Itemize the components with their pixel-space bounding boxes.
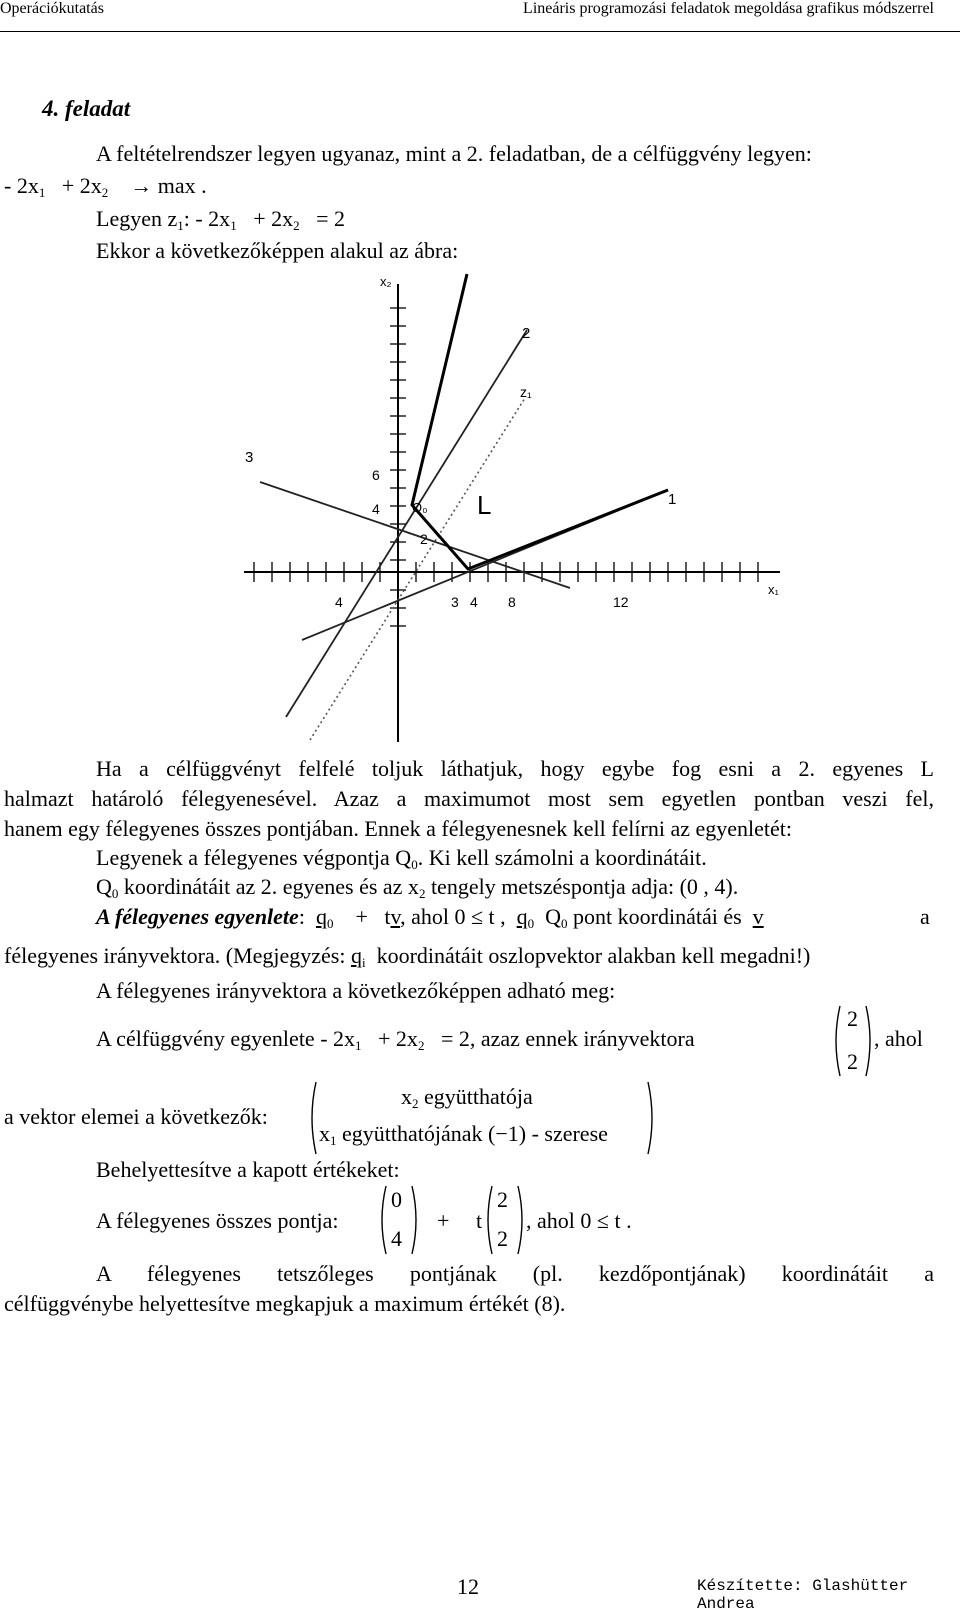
all-points-vector-1-bottom: 4 [391, 1226, 402, 1251]
objective-direction-ahol: , ahol [874, 1026, 923, 1051]
paragraph-1-line-1: Ha a célfüggvényt felfelé toljuk láthatjuk, hogy egybe fog esni a 2. egyenes L [96, 756, 934, 781]
all-points-t: t [476, 1208, 483, 1233]
q0-vector: $q_0$ [315, 904, 334, 931]
header-chapter-title: Lineáris programozási feladatok megoldása grafikus módszerrel [523, 0, 934, 17]
direction-vector-note: félegyenes irányvektora. (Megjegyzés: $q_i$ koordinátáit oszlopvektor alakban kell megadni!) [4, 943, 811, 970]
header-divider [0, 31, 960, 32]
paragraph-1-line-2: halmazt határoló félegyenesével. Azaz a maximumot most sem egyetlen pontban veszi fel, [4, 786, 934, 811]
figure-intro: Ekkor a következőképpen alakul az ábra: [96, 238, 459, 263]
y-tick-4: 4 [372, 501, 380, 517]
substitution-text: Behelyettesítve a kapott értékeket: [96, 1157, 400, 1182]
x-tick-12: 12 [613, 594, 629, 610]
x-tick-neg4: 4 [335, 594, 343, 610]
x1-axis-label: x₁ [768, 582, 779, 597]
task-title: 4. feladat [42, 96, 131, 121]
y-tick-6: 6 [372, 467, 380, 483]
line-label-2: 2 [522, 325, 531, 342]
ray-equation-line: A félegyenes egyenlete: $q_0$ + tv, ahol 0 ≤ t , $q_0$ $Q_0$ pont koordinátái és v [96, 904, 764, 931]
lp-graph-figure [240, 272, 800, 744]
direction-vector-top: 2 [847, 1006, 858, 1031]
objective-line-z1 [310, 398, 525, 740]
all-points-label: A félegyenes összes pontja: [96, 1208, 339, 1233]
vector-elements-label: a vektor elemei a következők: [4, 1104, 268, 1129]
footer-author: Készítette: Glashütter Andrea [697, 1577, 909, 1613]
x2-axis-label: x₂ [380, 274, 392, 289]
z-line-equation: Legyen $z_1$: - $2x_1$ + $2x_2$ = 2 [96, 206, 346, 233]
all-points-plus: + [437, 1208, 450, 1233]
final-paragraph-line-2: célfüggvénybe helyettesítve megkapjuk a maximum értékét (8). [4, 1291, 566, 1316]
region-L-boundary [412, 274, 668, 569]
ray-equation-line-end: a [920, 904, 930, 929]
line-label-1: 1 [668, 491, 677, 508]
header-course-title: Operációkutatás [0, 0, 104, 17]
q0-coordinates-sentence: $Q_0$ koordinátáit az 2. egyenes és az $x_2$ tengely metszéspontja adja: (0 , 4). [96, 874, 739, 901]
direction-vector-bottom: 2 [847, 1049, 858, 1074]
vector-element-row-2: $x_1$ együtthatójának (−1) - szerese [319, 1121, 608, 1148]
x-tick-8: 8 [508, 594, 516, 610]
endpoint-sentence: Legyenek a félegyenes végpontja $Q_0$. Ki kell számolni a koordinátáit. [96, 845, 707, 872]
intro-text: A feltételrendszer legyen ugyanaz, mint a 2. feladatban, de a célfüggvény legyen: [96, 141, 812, 166]
page-number: 12 [457, 1574, 479, 1599]
all-points-ahol: , ahol 0 ≤ t . [526, 1208, 632, 1233]
all-points-vector-1-top: 0 [391, 1187, 402, 1212]
all-points-vector-2-top: 2 [497, 1187, 508, 1212]
direction-intro: A félegyenes irányvektora a következőképpen adható meg: [96, 978, 616, 1003]
x-tick-3: 3 [451, 594, 459, 610]
z1-label: z₁ [520, 384, 532, 400]
x-tick-4: 4 [470, 594, 478, 610]
objective-direction-line: A célfüggvény egyenlete - $2x_1$ + $2x_2$ = 2, azaz ennek irányvektora [96, 1026, 695, 1053]
line-label-3: 3 [245, 449, 254, 466]
q0-label: Q₀ [412, 500, 428, 515]
y-tick-2: 2 [420, 531, 428, 547]
constraint-line-2 [286, 330, 527, 717]
vector-element-row-1: $x_2$ együtthatója [401, 1084, 533, 1111]
final-paragraph-line-1: A félegyenes tetszőleges pontjának (pl. kezdőpontjának) koordinátáit a [96, 1261, 934, 1286]
paragraph-1-line-3: hanem egy félegyenes összes pontjában. Ennek a félegyenesnek kell felírni az egyenletét: [4, 816, 793, 841]
objective-function: - $2x_1$ + $2x_2$ → max . [4, 173, 207, 200]
all-points-vector-2-bottom: 2 [497, 1226, 508, 1251]
region-L-label: L [477, 490, 492, 520]
